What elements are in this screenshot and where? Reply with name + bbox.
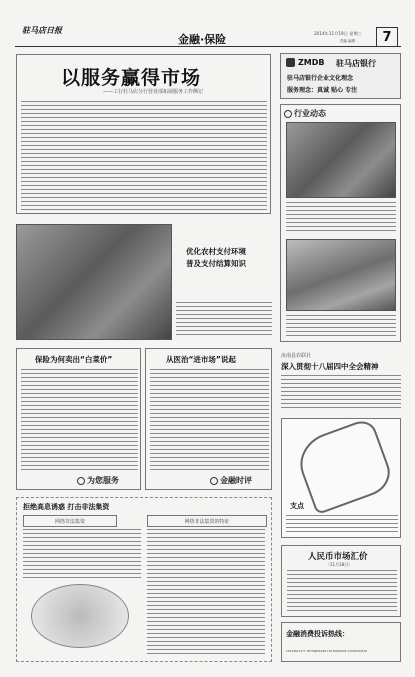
insurance-title: 保险为何卖出“白菜价” bbox=[35, 355, 113, 364]
feature2-body bbox=[176, 302, 272, 338]
bank-logo-icon bbox=[286, 58, 295, 67]
fraud-col2-tab bbox=[147, 515, 267, 527]
page-number-box bbox=[376, 27, 398, 47]
bank-service: 服务理念：真诚 贴心 专注 bbox=[287, 87, 358, 94]
editor-line: 责编 编辑 bbox=[340, 39, 356, 43]
bank-ad bbox=[280, 53, 401, 99]
medicine-title: 从医治“进市场”说起 bbox=[166, 355, 236, 364]
fraud-col1-label: 网络非法集资 bbox=[54, 518, 85, 525]
service-icon bbox=[77, 477, 85, 485]
rates-table bbox=[287, 570, 397, 614]
fraud-body-2 bbox=[147, 529, 265, 657]
fraud-col2-label: 网络非法集资的特征 bbox=[184, 518, 230, 525]
lead-article bbox=[16, 54, 271, 214]
cartoon-text bbox=[286, 515, 398, 535]
news-photo-1 bbox=[286, 122, 396, 198]
paper-logo: 驻马店日报 bbox=[22, 26, 62, 35]
rates-date: （11月18日） bbox=[326, 562, 353, 567]
news-photo-2 bbox=[286, 239, 396, 311]
news-column bbox=[280, 104, 401, 342]
section-title: 金融·保险 bbox=[178, 33, 227, 46]
fraud-body-1 bbox=[23, 529, 141, 579]
rates-box bbox=[281, 545, 401, 617]
news-header-label: 行业动态 bbox=[294, 109, 326, 118]
complaint-numbers: 13939821177 18739826188 18739626606 13939593516 bbox=[286, 649, 367, 653]
complaint-box bbox=[281, 622, 401, 662]
fraud-illustration bbox=[31, 584, 129, 648]
news-header bbox=[284, 108, 326, 119]
news-caption-2 bbox=[286, 315, 396, 339]
medicine-footer-label: 金融时评 bbox=[220, 476, 252, 485]
lead-subtitle: ——工行驻马店分行营业部拓展服务工作侧记 bbox=[103, 89, 204, 95]
bell-icon bbox=[284, 110, 292, 118]
credit-union-kicker: 汝南县农联社 bbox=[281, 353, 312, 359]
insurance-footer bbox=[77, 475, 119, 486]
credit-union-title: 深入贯彻十八届四中全会精神 bbox=[281, 362, 379, 371]
fraud-section bbox=[16, 497, 272, 662]
insurance-footer-label: 为您服务 bbox=[87, 476, 119, 485]
news-caption-1 bbox=[286, 202, 396, 232]
cartoon-drawing bbox=[292, 417, 396, 515]
fraud-title: 拒绝高息诱惑 打击非法集资 bbox=[23, 503, 110, 511]
complaint-title: 金融消费投诉热线： bbox=[286, 630, 349, 638]
medicine-body bbox=[150, 369, 269, 471]
masthead-rule bbox=[15, 46, 401, 47]
bank-name: 驻马店银行 bbox=[336, 59, 376, 68]
bank-concept: 驻马店银行企业文化理念 bbox=[287, 75, 354, 82]
fraud-col1-tab bbox=[23, 515, 117, 527]
comment-icon bbox=[210, 477, 218, 485]
lead-title: 以服务赢得市场 bbox=[61, 67, 202, 89]
insurance-article bbox=[16, 348, 141, 490]
credit-union-body bbox=[281, 375, 401, 411]
feature2-photo bbox=[16, 224, 172, 340]
issue-date: 2014年11月19日 星期三 bbox=[314, 31, 362, 36]
medicine-footer bbox=[210, 475, 252, 486]
cartoon-caption: 支点 bbox=[290, 502, 304, 510]
rates-title: 人民币市场汇价 bbox=[308, 552, 368, 562]
lead-body bbox=[21, 101, 267, 211]
cartoon-box bbox=[281, 418, 401, 538]
feature2-title: 优化农村支付环境 普及支付结算知识 bbox=[186, 247, 246, 268]
insurance-body bbox=[21, 369, 138, 471]
page-number: 7 bbox=[382, 29, 392, 45]
bank-brand: ZMDB bbox=[298, 58, 325, 67]
medicine-article bbox=[145, 348, 272, 490]
